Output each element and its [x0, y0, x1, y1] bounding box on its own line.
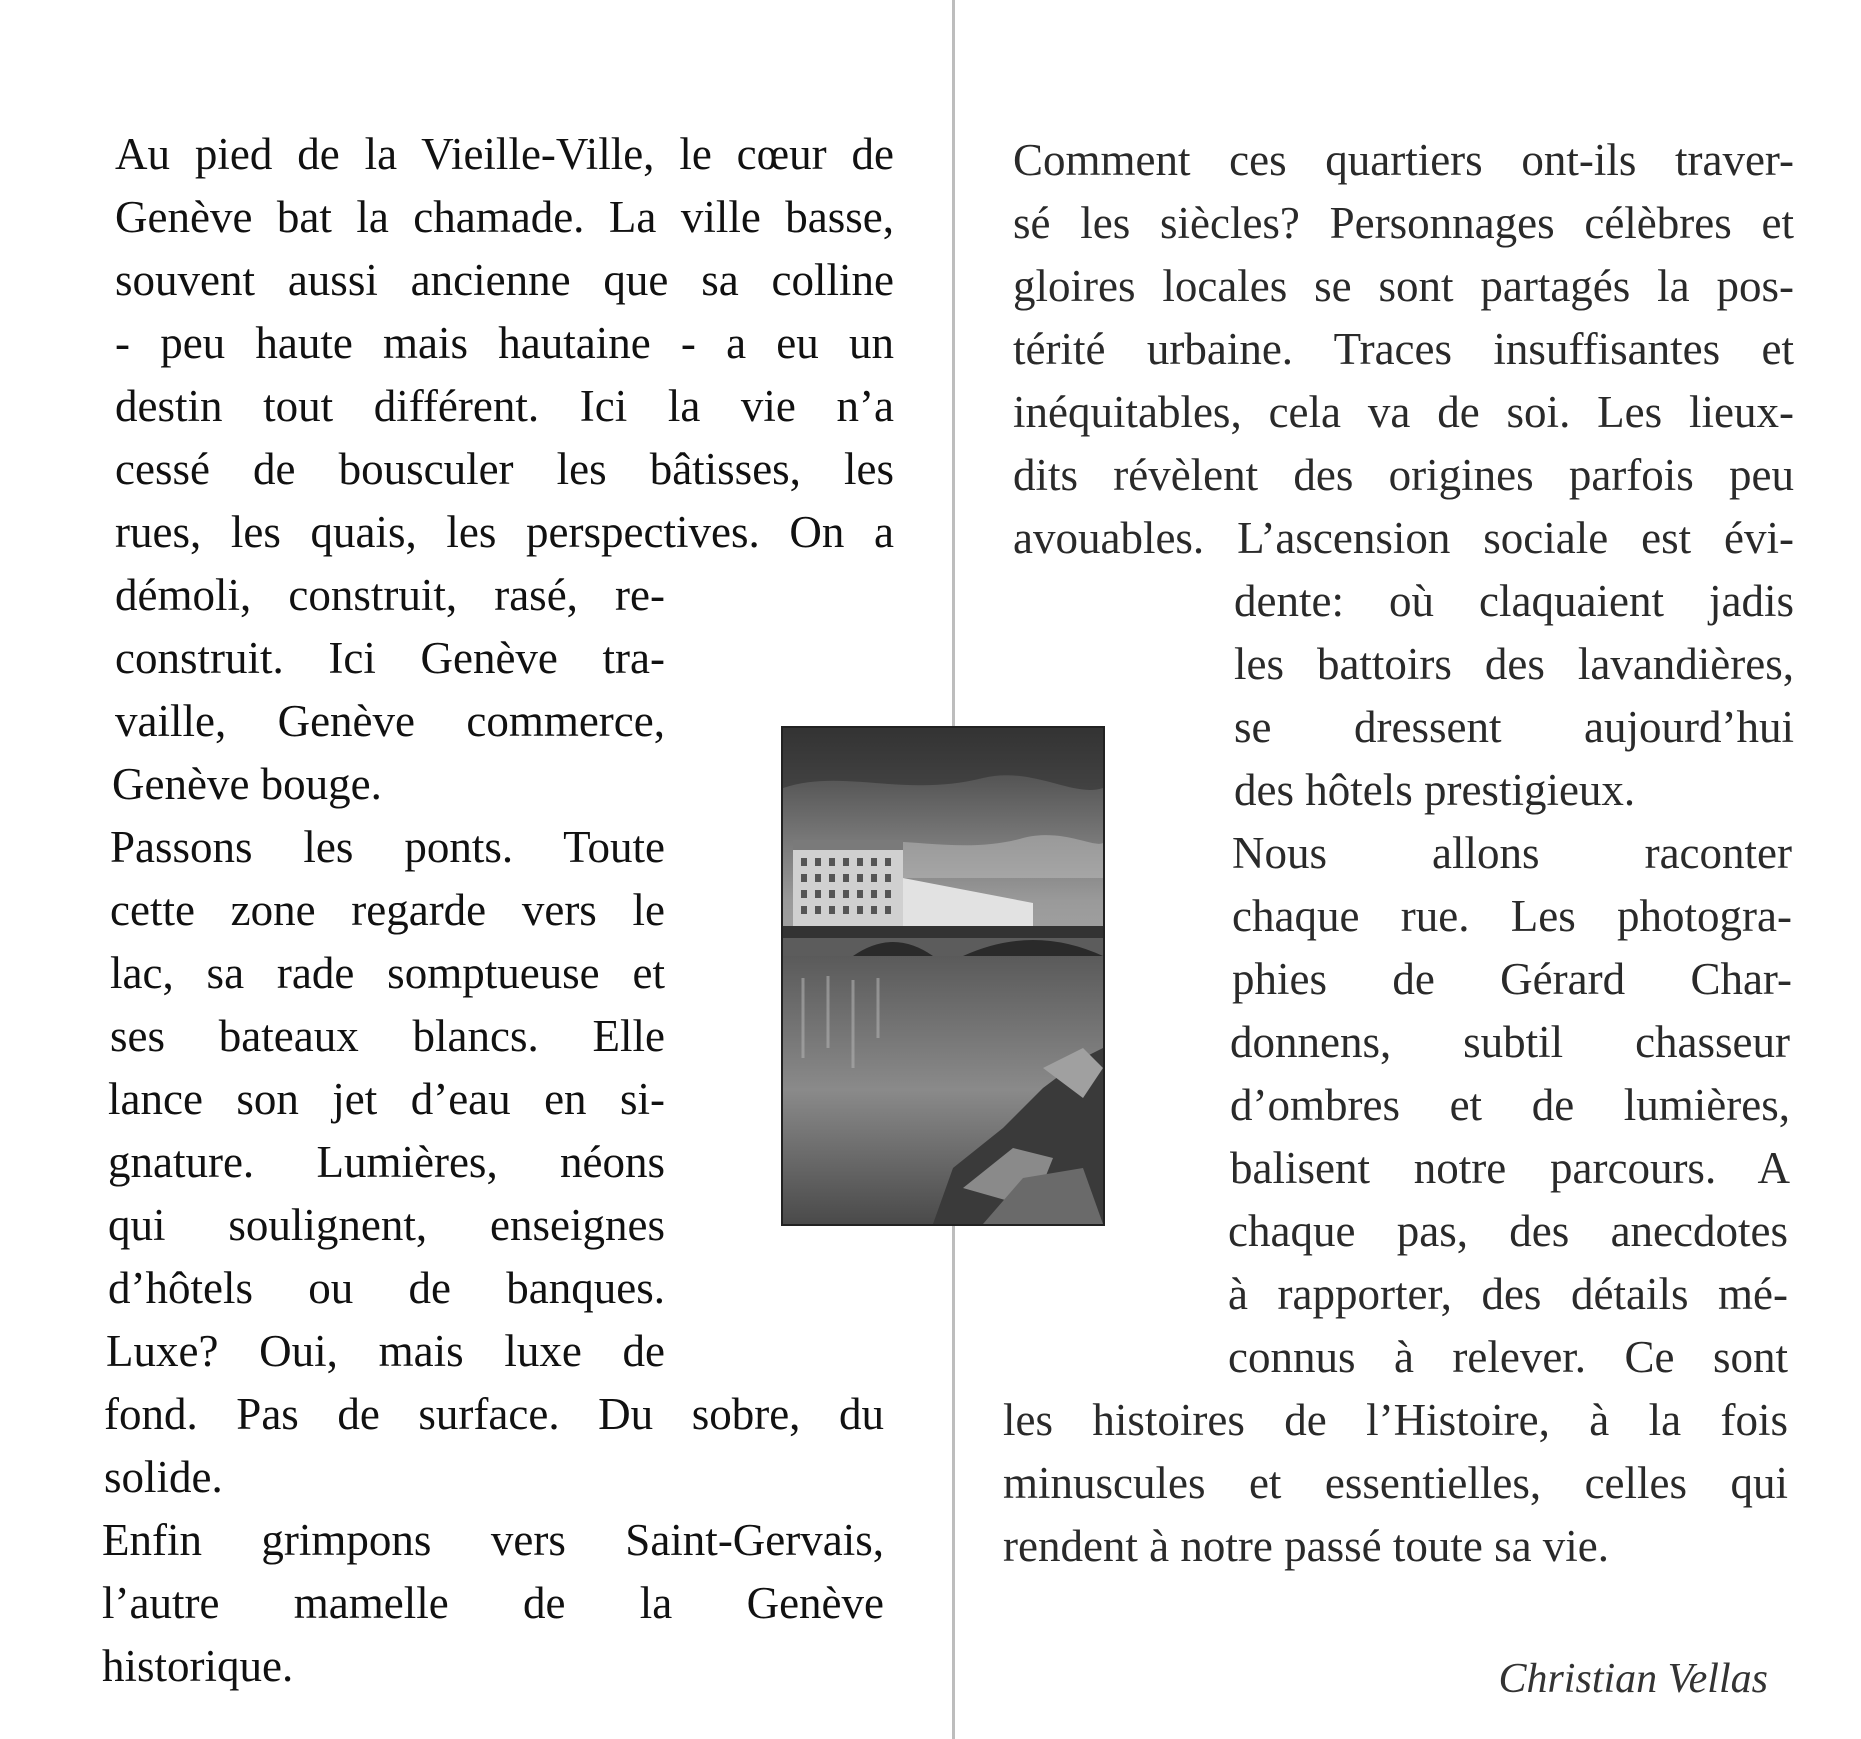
left-text-line: historique. [102, 1641, 294, 1691]
right-text-line: avouables. L’ascension sociale est évi- [1013, 513, 1794, 563]
right-text-line: térité urbaine. Traces insuffisantes et [1013, 324, 1794, 374]
right-text-line: des hôtels prestigieux. [1234, 765, 1636, 815]
left-text-line: solide. [104, 1452, 223, 1502]
right-text-line: balisent notre parcours. A [1230, 1143, 1790, 1193]
bridge-photo-image [783, 728, 1103, 1224]
right-text-line: les histoires de l’Histoire, à la fois [1003, 1395, 1788, 1445]
left-text-line: qui soulignent, enseignes [108, 1200, 665, 1250]
left-text-line: l’autre mamelle de la Genève [102, 1578, 884, 1628]
left-text-line: lac, sa rade somptueuse et [110, 948, 665, 998]
right-text-line: donnens, subtil chasseur [1230, 1017, 1790, 1067]
left-text-line: lance son jet d’eau en si- [108, 1074, 665, 1124]
left-text-line: rues, les quais, les perspectives. On a [115, 507, 894, 557]
left-text-line: Genève bouge. [112, 759, 382, 809]
right-text-line: gloires locales se sont partagés la pos- [1013, 261, 1794, 311]
left-text-line: construit. Ici Genève tra- [115, 633, 665, 683]
left-text-line: cessé de bousculer les bâtisses, les [115, 444, 894, 494]
left-text-line: ses bateaux blancs. Elle [110, 1011, 665, 1061]
left-text-line: Genève bat la chamade. La ville basse, [115, 192, 894, 242]
right-text-line: dits révèlent des origines parfois peu [1013, 450, 1794, 500]
left-text-line: fond. Pas de surface. Du sobre, du [104, 1389, 884, 1439]
right-text-line: les battoirs des lavandières, [1234, 639, 1794, 689]
left-text-line: Luxe? Oui, mais luxe de [106, 1326, 665, 1376]
right-text-line: inéquitables, cela va de soi. Les lieux- [1013, 387, 1794, 437]
left-text-line: d’hôtels ou de banques. [108, 1263, 665, 1313]
right-text-line: à rapporter, des détails mé- [1228, 1269, 1788, 1319]
left-text-line: Au pied de la Vieille-Ville, le cœur de [115, 129, 894, 179]
right-text-line: se dressent aujourd’hui [1234, 702, 1794, 752]
left-text-line: souvent aussi ancienne que sa colline [115, 255, 894, 305]
left-text-line: cette zone regarde vers le [110, 885, 665, 935]
left-text-line: Enfin grimpons vers Saint-Gervais, [102, 1515, 884, 1565]
right-text-line: chaque pas, des anecdotes [1228, 1206, 1788, 1256]
left-text-line: démoli, construit, rasé, re- [115, 570, 665, 620]
right-text-line: Comment ces quartiers ont-ils traver- [1013, 135, 1794, 185]
left-text-line: Passons les ponts. Toute [110, 822, 665, 872]
right-text-line: minuscules et essentielles, celles qui [1003, 1458, 1788, 1508]
author-signature: Christian Vellas [1498, 1656, 1768, 1702]
right-text-line: d’ombres et de lumières, [1230, 1080, 1790, 1130]
bridge-photograph [781, 726, 1105, 1226]
right-text-line: phies de Gérard Char- [1232, 954, 1792, 1004]
right-text-line: chaque rue. Les photogra- [1232, 891, 1792, 941]
right-text-line: Nous allons raconter [1232, 828, 1792, 878]
left-text-line: - peu haute mais hautaine - a eu un [115, 318, 894, 368]
left-text-line: gnature. Lumières, néons [108, 1137, 665, 1187]
right-text-line: connus à relever. Ce sont [1228, 1332, 1788, 1382]
left-text-line: vaille, Genève commerce, [115, 696, 665, 746]
right-text-line: dente: où claquaient jadis [1234, 576, 1794, 626]
left-text-line: destin tout différent. Ici la vie n’a [115, 381, 894, 431]
right-text-line: rendent à notre passé toute sa vie. [1003, 1521, 1610, 1571]
right-text-line: sé les siècles? Personnages célèbres et [1013, 198, 1794, 248]
